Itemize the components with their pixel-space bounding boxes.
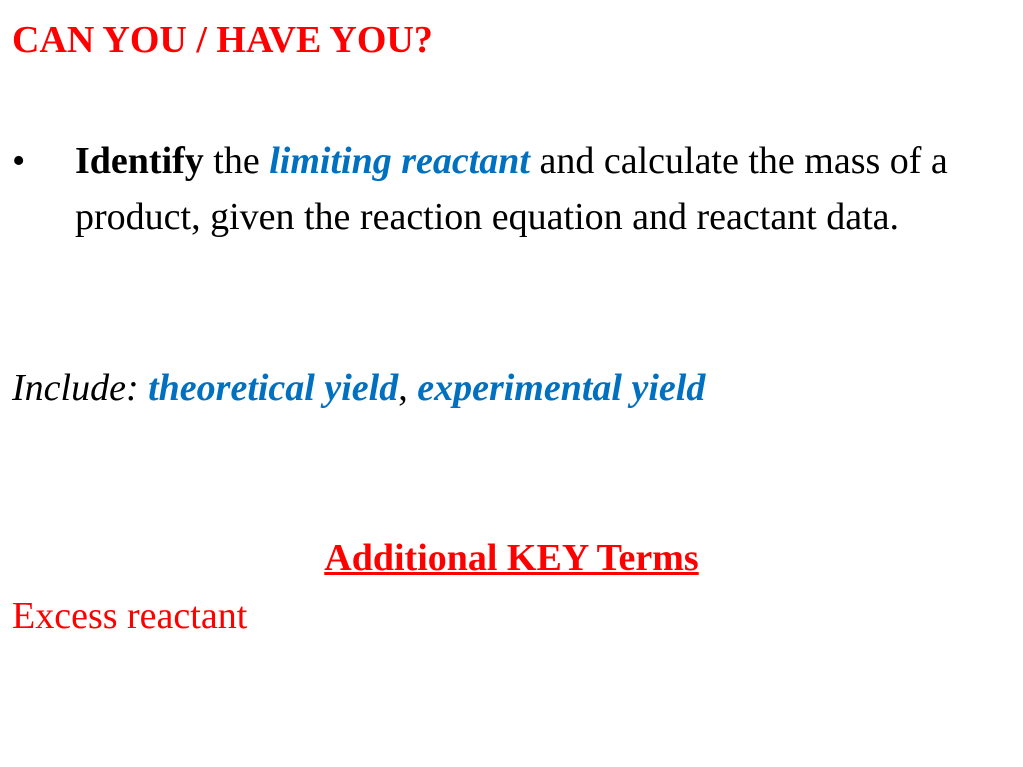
include-space <box>139 367 149 409</box>
include-line <box>12 360 705 416</box>
include-label: Include: <box>12 367 139 409</box>
additional-key-terms-title: Additional KEY Terms <box>324 537 699 579</box>
objective-text-part-2: and calculate the mass of a product, given the reaction equation and reactant data. <box>75 140 948 238</box>
limiting-reactant-term: limiting reactant <box>269 140 530 182</box>
objective-verb: Identify <box>75 140 204 182</box>
bullet-marker: • <box>12 140 26 182</box>
experimental-yield-term: experimental yield <box>417 367 706 409</box>
include-separator: , <box>398 367 418 409</box>
slide-heading: CAN YOU / HAVE YOU? <box>12 19 433 61</box>
objective-text <box>75 133 1000 245</box>
objective-text-part-1: the <box>203 140 270 182</box>
key-term-excess-reactant: Excess reactant <box>12 595 248 637</box>
theoretical-yield-term: theoretical yield <box>148 367 399 409</box>
